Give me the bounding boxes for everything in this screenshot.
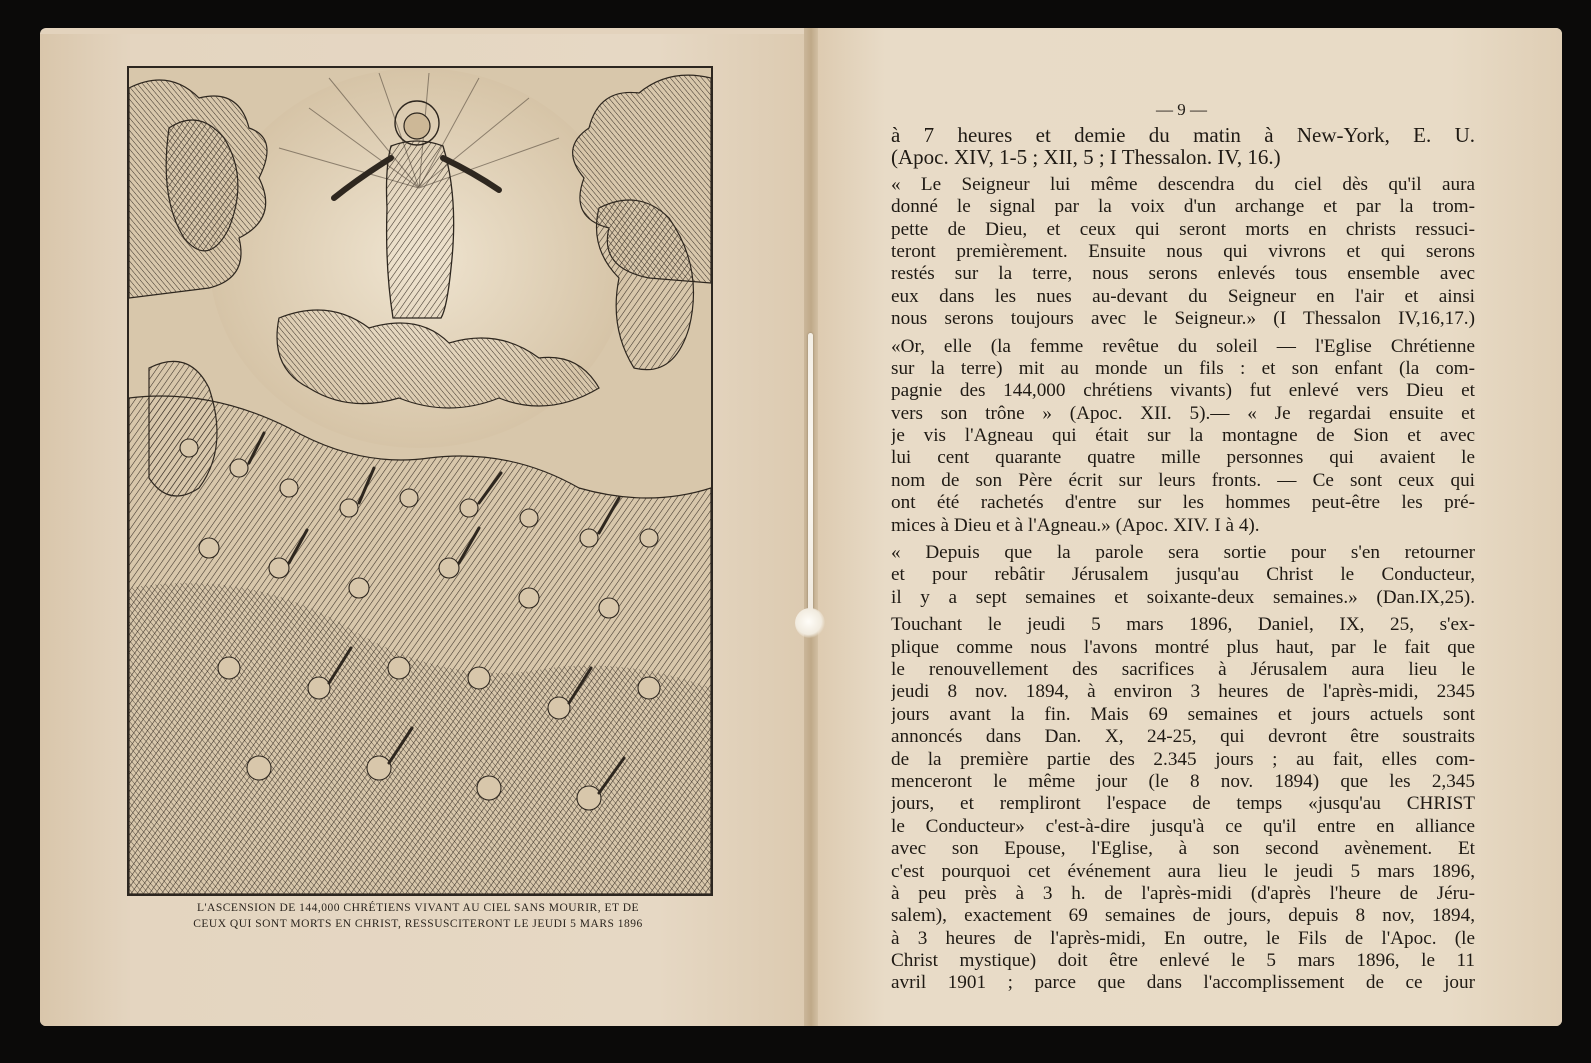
text-line: « Depuis que la parole sera sortie pour s'en retourner: [891, 542, 1475, 564]
text-line: à peu près à 3 h. de l'après-midi (d'après l'heure de Jéru-: [891, 882, 1475, 904]
text-line: pagnie des 144,000 chrétiens vivants) fut enlevé vers Dieu et: [891, 380, 1475, 402]
text-line: donné le signal par la voix d'un archange et par la trom-: [891, 196, 1475, 218]
body-text: [891, 124, 1475, 1000]
text-line: le Conducteur» c'est-à-dire jusqu'à ce qu'il entre en alliance: [891, 815, 1475, 837]
text-line: «Or, elle (la femme revêtue du soleil — l'Eglise Chrétienne: [891, 335, 1475, 357]
paragraph: [891, 124, 1475, 169]
paragraph: [891, 542, 1475, 609]
text-line: à 3 heures de l'après-midi, En outre, le Fils de l'Apoc. (le: [891, 927, 1475, 949]
text-line: mices à Dieu et à l'Agneau.» (Apoc. XIV. I à 4).: [891, 514, 1260, 536]
text-line: avril 1901 ; parce que dans l'accomplissement de ce jour: [891, 972, 1475, 994]
text-line: teront premièrement. Ensuite nous qui vivrons et qui serons: [891, 240, 1475, 262]
paragraph: [891, 614, 1475, 995]
text-line: restés sur la terre, nous serons enlevés tous ensemble avec: [891, 263, 1475, 285]
text-line: le renouvellement des sacrifices à Jérusalem aura lieu le: [891, 658, 1475, 680]
paragraph: [891, 336, 1475, 538]
binding-thread: [808, 333, 813, 628]
text-line: eux dans les nues au-devant du Seigneur en l'air et ainsi: [891, 285, 1475, 307]
text-line: jeudi 8 nov. 1894, à environ 3 heures de l'après-midi, 2345: [891, 681, 1475, 703]
illustration-caption: [108, 900, 728, 932]
ascension-engraving-icon: [129, 68, 711, 894]
paragraph: [891, 174, 1475, 331]
text-line: Christ mystique) doit être enlevé le 5 mars 1896, le 11: [891, 950, 1475, 972]
text-line: je vis l'Agneau qui était sur la montagne de Sion et avec: [891, 425, 1475, 447]
text-line: de la première partie des 2.345 jours ; au fait, elles com-: [891, 748, 1475, 770]
thread-knot: [795, 608, 825, 638]
text-line: il y a sept semaines et soixante-deux semaines.» (Dan.IX,25).: [891, 586, 1475, 608]
text-line: (Apoc. XIV, 1-5 ; XII, 5 ; I Thessalon. IV, 16.): [891, 146, 1281, 169]
booklet-spread: [40, 28, 1562, 1026]
text-line: lui cent quarante quatre mille personnes qui avaient le: [891, 447, 1475, 469]
text-line: pette de Dieu, et ceux qui seront morts en christs ressuci-: [891, 218, 1475, 240]
text-line: annoncés dans Dan. X, 24-25, qui devront être soustraits: [891, 726, 1475, 748]
text-line: ont été rachetés d'entre sur les hommes peut-être les pré-: [891, 492, 1475, 514]
text-line: avec son Epouse, l'Eglise, à son second avènement. Et: [891, 838, 1475, 860]
text-line: à 7 heures et demie du matin à New-York, E. U.: [891, 124, 1475, 147]
caption-line: CEUX QUI SONT MORTS EN CHRIST, RESSUSCITERONT LE JEUDI 5 MARS 1896: [193, 918, 643, 930]
text-line: et pour rebâtir Jérusalem jusqu'au Christ le Conducteur,: [891, 564, 1475, 586]
text-line: Touchant le jeudi 5 mars 1896, Daniel, IX, 25, s'ex-: [891, 614, 1475, 636]
ascension-engraving: [127, 66, 713, 896]
text-line: plique comme nous l'avons montré plus haut, par le fait que: [891, 636, 1475, 658]
text-line: c'est pourquoi cet événement aura lieu le jeudi 5 mars 1896,: [891, 860, 1475, 882]
text-line: « Le Seigneur lui même descendra du ciel dès qu'il aura: [891, 173, 1475, 195]
text-line: vers son trône » (Apoc. XII. 5).— « Je regardai ensuite et: [891, 402, 1475, 424]
text-line: jours avant la fin. Mais 69 semaines et jours actuels sont: [891, 703, 1475, 725]
page-number: — 9 —: [1156, 100, 1207, 119]
text-line: nous serons toujours avec le Seigneur.» (I Thessalon IV,16,17.): [891, 308, 1475, 330]
text-line: salem), exactement 69 semaines de jours, depuis 8 nov, 1894,: [891, 905, 1475, 927]
text-line: sur la terre) mit au monde un fils : et son enfant (la com-: [891, 357, 1475, 379]
caption-line: L'ASCENSION DE 144,000 CHRÉTIENS VIVANT AU CIEL SANS MOURIR, ET DE: [196, 902, 640, 914]
text-line: jours, et rempliront l'espace de temps «jusqu'au CHRIST: [891, 793, 1475, 815]
text-line: nom de son Père écrit sur leurs fronts. — Ce sont ceux qui: [891, 469, 1475, 491]
text-line: menceront le même jour (le 8 nov. 1894) que les 2,345: [891, 770, 1475, 792]
